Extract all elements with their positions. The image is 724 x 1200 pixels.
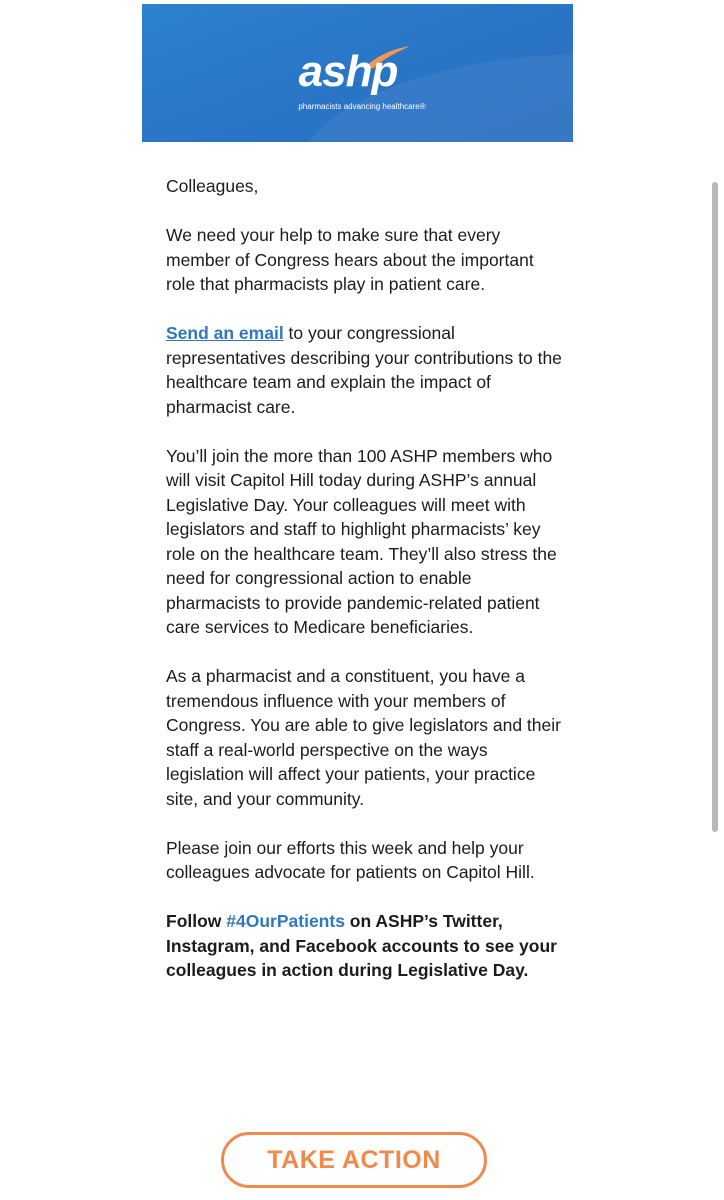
send-email-link[interactable]: Send an email xyxy=(166,323,284,343)
hashtag-link[interactable]: #4OurPatients xyxy=(226,911,345,931)
header-banner xyxy=(142,4,573,142)
paragraph-legislative-day: You’ll join the more than 100 ASHP members who will visit Capitol Hill today during ASHP’s annual Legislative Day. Your colleagues will meet with legislators and staff to highlight pharmacists’ key role on the healthcare team. They’ll also stress the need for congressional action to enable pharmacists to provide pandemic-related patient care services to Medicare beneficiaries. xyxy=(166,445,557,637)
logo-text: ashp xyxy=(298,47,398,96)
paragraph-send-email xyxy=(166,321,566,419)
paragraph-join: Please join our efforts this week and help your colleagues advocate for patients on Capitol Hill. xyxy=(166,837,535,882)
logo-tagline: pharmacists advancing healthcare® xyxy=(298,102,426,111)
email-body xyxy=(166,174,566,1007)
scrollbar-thumb[interactable] xyxy=(712,182,718,832)
paragraph-influence: As a pharmacist and a constituent, you have a tremendous influence with your members of Congress. You are able to give legislators and their staff a real-world perspective on the ways legislation will affect your patients, your practice site, and your community. xyxy=(166,666,561,809)
paragraph-request: We need your help to make sure that every member of Congress hears about the important role that pharmacists play in patient care. xyxy=(166,225,534,294)
follow-rest: on ASHP’s Twitter, Instagram, and Facebook accounts to see your colleagues in action during Legislative Day. xyxy=(166,911,557,980)
greeting: Colleagues, xyxy=(166,176,259,196)
send-email-text: to your congressional representatives describing your contributions to the healthcare team and explain the impact of pharmacist care. xyxy=(166,323,562,417)
ashp-logo xyxy=(292,44,432,124)
paragraph-follow xyxy=(166,909,566,983)
take-action-button[interactable]: TAKE ACTION xyxy=(221,1132,487,1188)
follow-prefix: Follow xyxy=(166,911,227,931)
